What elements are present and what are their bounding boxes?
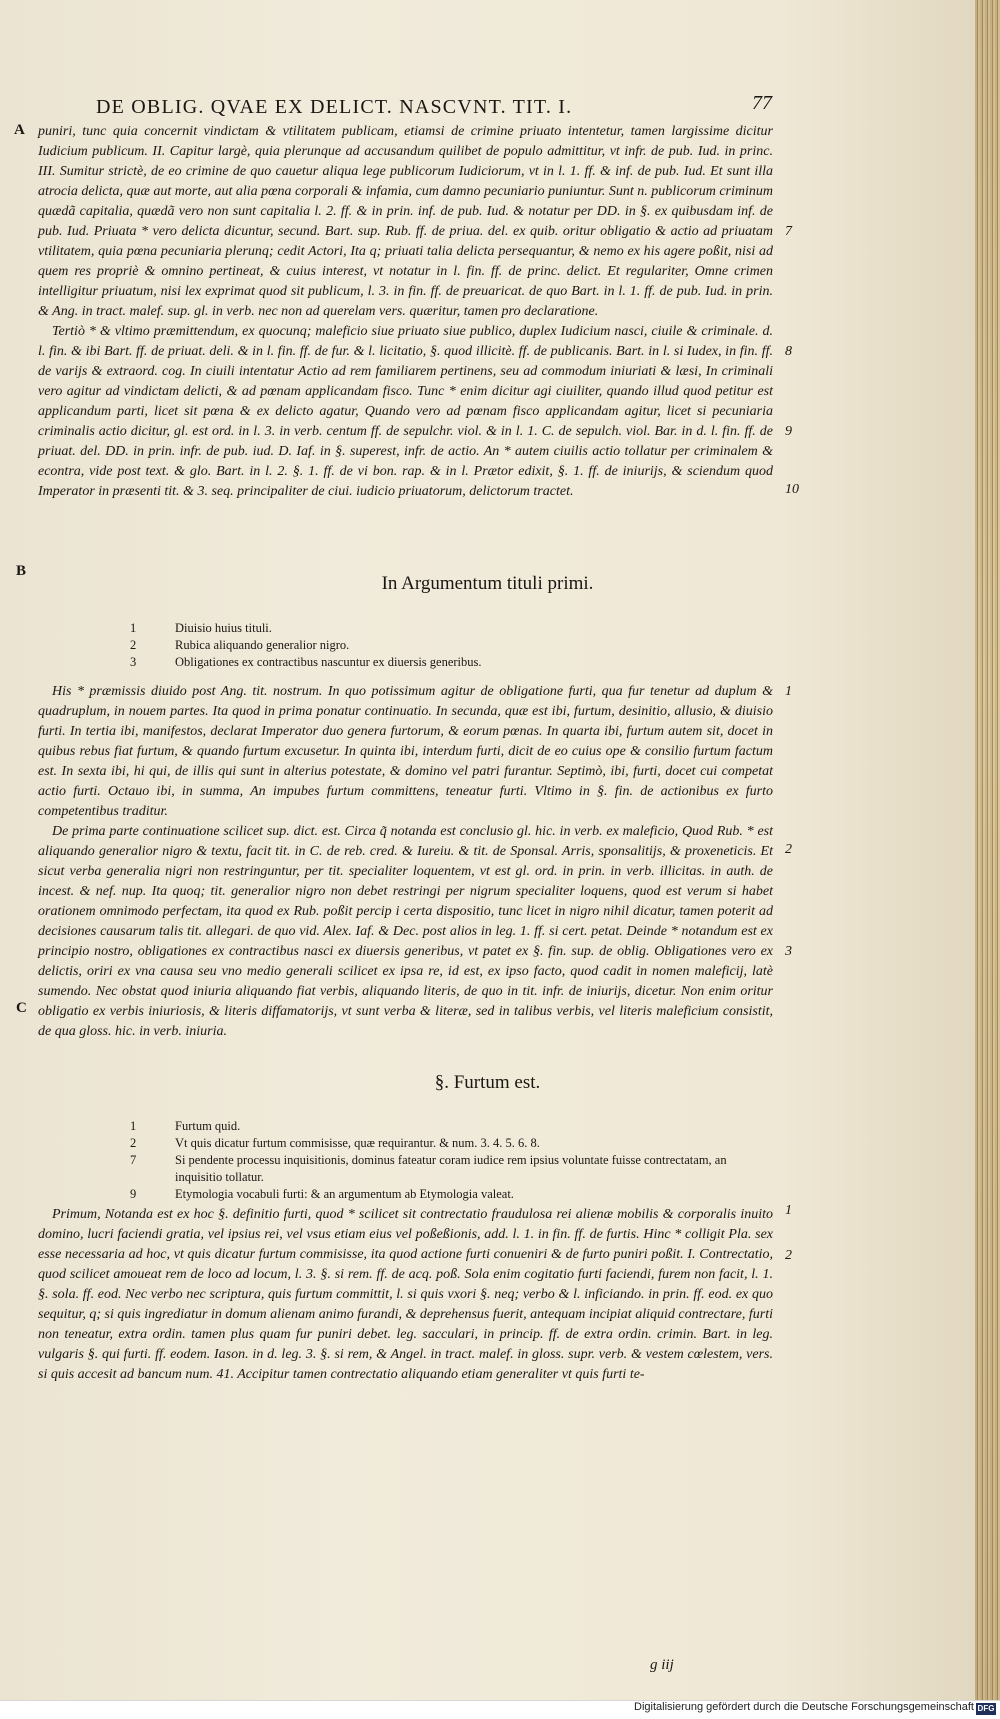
section-marker-b: B [16, 563, 27, 579]
paragraph: His * præmissis diuido post Ang. tit. nostrum. In quo potissimum agitur de obligatione furti, qua fur tenetur ad duplum & quadruplum, in nouem partes. Ita quod in prima ponatur continuatio. In secunda, quæ est ibi, furtum, desinitio, allusio, & diuisio furti. In tertia ibi, manifestos, declarat Imperator duo genera furtorum, & eorum pœnas. In quarta ibi, furtum autem sit, docet in quibus rebus fiat furtum, & quando furtum excusetur. In quinta ibi, interdum furti, dicit de eo cuius ope & consilio furtum factum est. In sexta ibi, hi qui, de illis qui sunt in alterius potestate, & domino vel patri furantur. Septimò, ibi, furti, docet cui competat actio furti. Octauo ibi, in summa, An impubes furtum committens, teneatur furti. Vltimo in §. fin. de actionibus ex furto competentibus traditur. [38, 684, 773, 819]
margin-number: 1 [785, 684, 792, 699]
summary-item [130, 620, 770, 637]
summary-item [130, 1152, 770, 1186]
paragraph: Tertiò * & vltimo præmittendum, ex quocunq; maleficio siue priuato siue publico, duplex Iudicium nasci, ciuile & criminale. d. l. fin. & ibi Bart. ff. de priuat. deli. & in l. fin. ff. de fur. & l. licitatio, §. quod illicitè. ff. de publicanis. Bart. in l. si Iudex, in fin. ff. de varijs & extraord. cog. In ciuili intentatur Actio ad rem familiarem pertinens, seu ad commodum iniuriati & læsi, In criminali vero agitur ad vindictam delicti, & ad pœnam applicandam fisco. Tunc * enim dicitur agi ciuiliter, quando illud quod petitur est applicandum parti, licet sit pœna & ex delicto agatur, Quando vero ad pœnam fisco applicandam agitur, licet si pecuniaria criminalis actio dicitur, gl. est ord. in l. 3. in verb. centum ff. de sepulchr. viol. & in l. 1. C. de sepulch. viol. Bar. in d. l. fin. ff. de priuat. del. DD. in prin. infr. de pub. iud. D. Iaf. in §. superest, infr. de actio. An * autem ciuilis actio tollatur per criminalem & econtra, vide post text. & glo. Bart. in l. 2. §. 1. ff. de vi bon. rap. & in l. Prætor edixit, §. 1. ff. de iniurijs, & sciendum quod Imperator in præsenti tit. & 3. seq. principaliter de ciui. iudicio priuatorum, delictorum tractet. [38, 324, 773, 499]
summary-item [130, 654, 770, 671]
section-marker-c: C [16, 1000, 27, 1016]
summary-text: Si pendente processu inquisitionis, dominus fateatur coram iudice rem ipsius voluntate fuisse contrectatam, an inquisitio tollatur. [175, 1153, 727, 1184]
paragraph: puniri, tunc quia concernit vindictam & vtilitatem publicam, etiamsi de crimine priuato intentetur, tamen largissime dicitur Iudicium publicum. II. Capitur largè, quia plerunque ad accusandum quilibet de populo admittitur, vt infr. de pub. Iud. in princ. III. Sumitur strictè, de eo crimine de quo cauetur aliqua lege publicorum Iudiciorum, vt in l. 1. ff. & inf. de pub. Iud. Et sunt illa atrocia delicta, quæ aut morte, aut alia pœna corporali & infamia, cum damno pecuniario puniuntur. Sunt n. publicorum criminum quædã capitalia, quædã vero non sunt capitalia l. 2. ff. & in prin. inf. de pub. Iud. & notatur per DD. in §. ex quibusdam inf. de pub. Iud. Priuata * vero delicta dicuntur, secund. Bart. sup. Rub. ff. de priua. del. ex quib. oritur obligatio & actio ad priuatam vtilitatem, quia pœna pecuniaria plerunq; cedit Actori, Ita q; priuati talia delicta persequantur, & nemo ex his agere poßit, nisi ad quem res propriè & omnino pertineat, & cuius interest, vt notatur in l. fin. ff. de princ. delict. Et regulariter, Omne crimen intelligitur priuatum, nisi lex exprimat quod sit publicum, l. 3. in fin. ff. de preuaricat. de quo Bart. in l. 1. ff. de pub. Iud. in prin. & Ang. in tract. malef. sup. gl. in verb. nec non ad querelam vers. quæritur, tamen pro declaratione. [38, 124, 773, 319]
summary-num: 9 [130, 1187, 137, 1201]
summary-num: 1 [130, 1119, 137, 1133]
section-marker-a: A [14, 122, 25, 138]
summary-item [130, 1135, 770, 1152]
summary-num: 1 [130, 621, 137, 635]
summary-text: Diuisio huius tituli. [175, 621, 272, 635]
margin-number: 10 [785, 482, 799, 497]
summary-num: 2 [130, 1136, 137, 1150]
summary-item [130, 637, 770, 654]
summary-item [130, 1186, 770, 1203]
footer-credit: Digitalisierung gefördert durch die Deutsche Forschungsgemeinschaft [634, 1701, 974, 1713]
dfg-logo-icon: DFG [977, 1704, 995, 1713]
furtum-heading: §. Furtum est. [434, 1072, 541, 1093]
summary-item [130, 1118, 770, 1135]
summary-text: Vt quis dicatur furtum commisisse, quæ requirantur. & num. 3. 4. 5. 6. 8. [175, 1136, 540, 1150]
margin-number: 2 [785, 842, 792, 857]
summary-text: Obligationes ex contractibus nascuntur ex diuersis generibus. [175, 655, 482, 669]
summary-num: 3 [130, 655, 137, 669]
summary-num: 7 [130, 1153, 137, 1167]
folio-number: 77 [752, 92, 772, 114]
margin-number: 2 [785, 1248, 792, 1263]
summary-text: Furtum quid. [175, 1119, 241, 1133]
argumentum-summary [130, 620, 770, 671]
margin-number: 8 [785, 344, 792, 359]
summary-text: Rubica aliquando generalior nigro. [175, 638, 350, 652]
definition-text-block [38, 1205, 773, 1385]
paragraph: Primum, Notanda est ex hoc §. definitio furti, quod * scilicet sit contrectatio fraudulosa rei alienæ mobilis & corporalis inuito domino, lucri faciendi gratia, vel ipsius rei, vel vsus etiam eius vel poßeßionis, add. l. 1. in fin. ff. de furtis. Hinc * colligit Pla. sex esse necessaria ad hoc, vt quis dicatur furtum commisisse, ita quod actione furti conueniri & de furto puniri poßit. I. Contrectatio, quod scilicet amoueat rem de loco ad locum, l. 3. §. si rem. ff. de acq. poß. Sola enim cogitatio furti faciendi, furem non facit, l. 1. §. sola. ff. eod. Nec verbo nec scriptura, quis furtum committit, l. si quis vxori §. neq; verbo & l. inficiando. in prin. ff. eod. ex quo sequitur, q; si quis ingrediatur in domum alienam animo furandi, & deprehensus fuerit, antequam incipiat aliquid contrectare, furti non teneatur, extra ordin. tamen plus quam fur puniri debet. leg. sacculari, in princip. ff. de extra ordin. crimin. Bart. in leg. vulgaris §. qui furti. ff. eodem. Iason. in d. leg. 3. §. si rem, & Angel. in tract. malef. in gloss. supr. verb. & vestem cœlestem, vers. si quis accesit ad bancum num. 41. Accipitur tamen contrectatio aliquando etiam generaliter vt quis furti te- [38, 1207, 773, 1382]
margin-number: 7 [785, 224, 792, 239]
summary-num: 2 [130, 638, 137, 652]
summary-text: Etymologia vocabuli furti: & an argumentum ab Etymologia valeat. [175, 1187, 514, 1201]
paragraph: De prima parte continuatione scilicet sup. dict. est. Circa q̃ notanda est conclusio gl. hic. in verb. ex maleficio, Quod Rub. * est aliquando generalior nigro & textu, facit tit. in C. de reb. cred. & Iureiu. & tit. de Sponsal. Arris, sponsalitijs, & proxeneticis. Et sicut verba generalia nigri non restringuntur, per tit. specialiter loquentem, vt est gl. ord. in prin. in verb. illicitas. in auth. de incest. & nef. nup. Ita quoq; tit. generalior nigro non debet restringi per nigrum specialiter loquens, quod est verum si habet orationem omnimodo perfectam, ita quod ex Rub. poßit percip i certa dispositio, tunc licet in nigro nihil dicatur, tamen poterit ad decisiones causarum talis tit. allegari. de quo vid. Alex. Iaf. & Dec. post alios in leg. 1. ff. si cert. petat. Deinde * notandum est ex principio nostro, obligationes ex contractibus nasci ex diuersis generibus, vt patet ex §. fin. sup. de oblig. Obligationes vero ex delictis, oriri ex vna causa seu vno medio generali scilicet ex ipsa re, id est, ex ipso facto, quod cadit in nomen maleficij, latè sumendo. Nec obstat quod iniuria aliquando fiat verbis, aliquando literis, de quo in tit. infr. de iniurijs, dicetur. Non enim oritur obligatio ex verbis iniuriosis, & literis diffamatorijs, vt sunt verba & literæ, sed in talibus verbis, vel literis maleficium consistit, de qua gloss. hic. in verb. iniuria. [38, 824, 773, 1039]
argumentum-heading: In Argumentum tituli primi. [381, 573, 594, 594]
margin-number: 3 [785, 944, 792, 959]
margin-number: 9 [785, 424, 792, 439]
running-title: DE OBLIG. QVAE EX DELICT. NASCVNT. TIT. I. [96, 96, 573, 118]
intro-text-block [38, 122, 773, 502]
furtum-summary [130, 1118, 770, 1203]
signature-catchword: g iij [650, 1657, 674, 1673]
division-text-block [38, 682, 773, 1042]
margin-number: 1 [785, 1203, 792, 1218]
book-page-edge [975, 0, 1000, 1700]
